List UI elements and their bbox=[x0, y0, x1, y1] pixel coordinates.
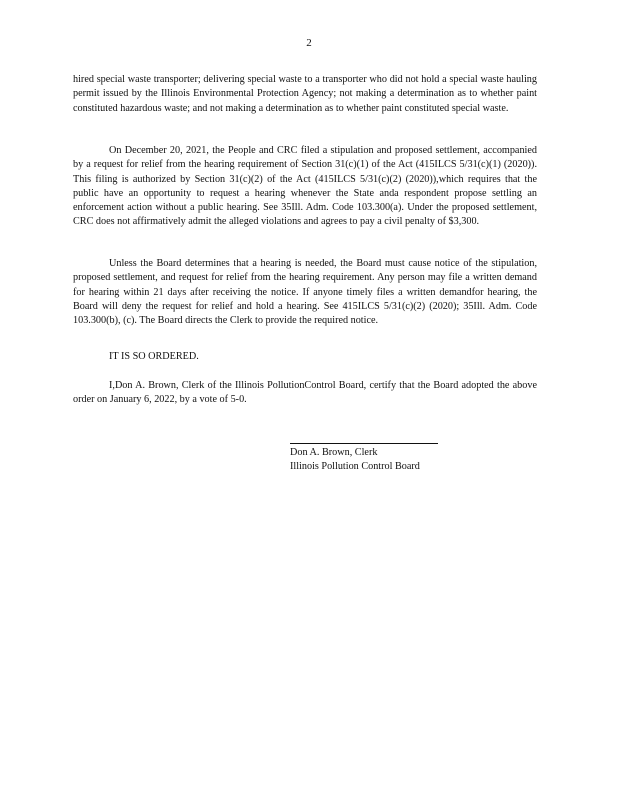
paragraph-text: On December 20, 2021, the People and CRC filed a stipulation and proposed settlement, accompanied by a request for relief from the hearing requirement of Section 31(c)(1) of the Act (415ILCS 5/31(c)(1) (2020)). This filing is authorized by Section 31(c)(2) of the Act (415ILCS 5/31(c)(2) (2020)),which requires that the public have an opportunity to request a hearing whenever the State anda respondent propose settling an enforcement action without a public hearing. See 35Ill. Adm. Code 103.300(a). Under the proposed settlement, CRC does not affirmatively admit the alleged violations and agrees to pay a civil penalty of $3,300. bbox=[73, 145, 537, 228]
paragraph-text: Unless the Board determines that a hearing is needed, the Board must cause notice of the stipulation, proposed settlement, and request for relief from the hearing requirement. Any person may file a written demand for hearing within 21 days after receiving the notice. If anyone timely files a written demandfor hearing, the Board will deny the request for relief and hold a hearing. See 415ILCS 5/31(c)(2) (2020); 35Ill. Adm. Code 103.300(b), (c). The Board directs the Clerk to provide the required notice. bbox=[73, 258, 537, 327]
signature-line bbox=[290, 443, 438, 444]
paragraph-text: I,Don A. Brown, Clerk of the Illinois PollutionControl Board, certify that the Board adopted the above order on January 6, 2022, by a vote of 5-0. bbox=[73, 380, 537, 406]
paragraph-certification bbox=[73, 379, 537, 408]
signature-block bbox=[290, 446, 420, 473]
paragraph-text: IT IS SO ORDERED. bbox=[109, 351, 199, 362]
paragraph-violations-continued bbox=[73, 73, 537, 116]
paragraph-stipulation bbox=[73, 144, 537, 230]
page-number: 2 bbox=[306, 37, 312, 49]
signature-organization: Illinois Pollution Control Board bbox=[290, 460, 420, 472]
paragraph-text: hired special waste transporter; delivering special waste to a transporter who did not hold a special waste hauling permit issued by the Illinois Environmental Protection Agency; not making a determination as to whether paint constituted hazardous waste; and not making a determination as to whether paint constituted special waste. bbox=[73, 74, 537, 114]
paragraph-notice bbox=[73, 257, 537, 328]
signature-name: Don A. Brown, Clerk bbox=[290, 447, 378, 458]
paragraph-ordered bbox=[73, 350, 537, 364]
